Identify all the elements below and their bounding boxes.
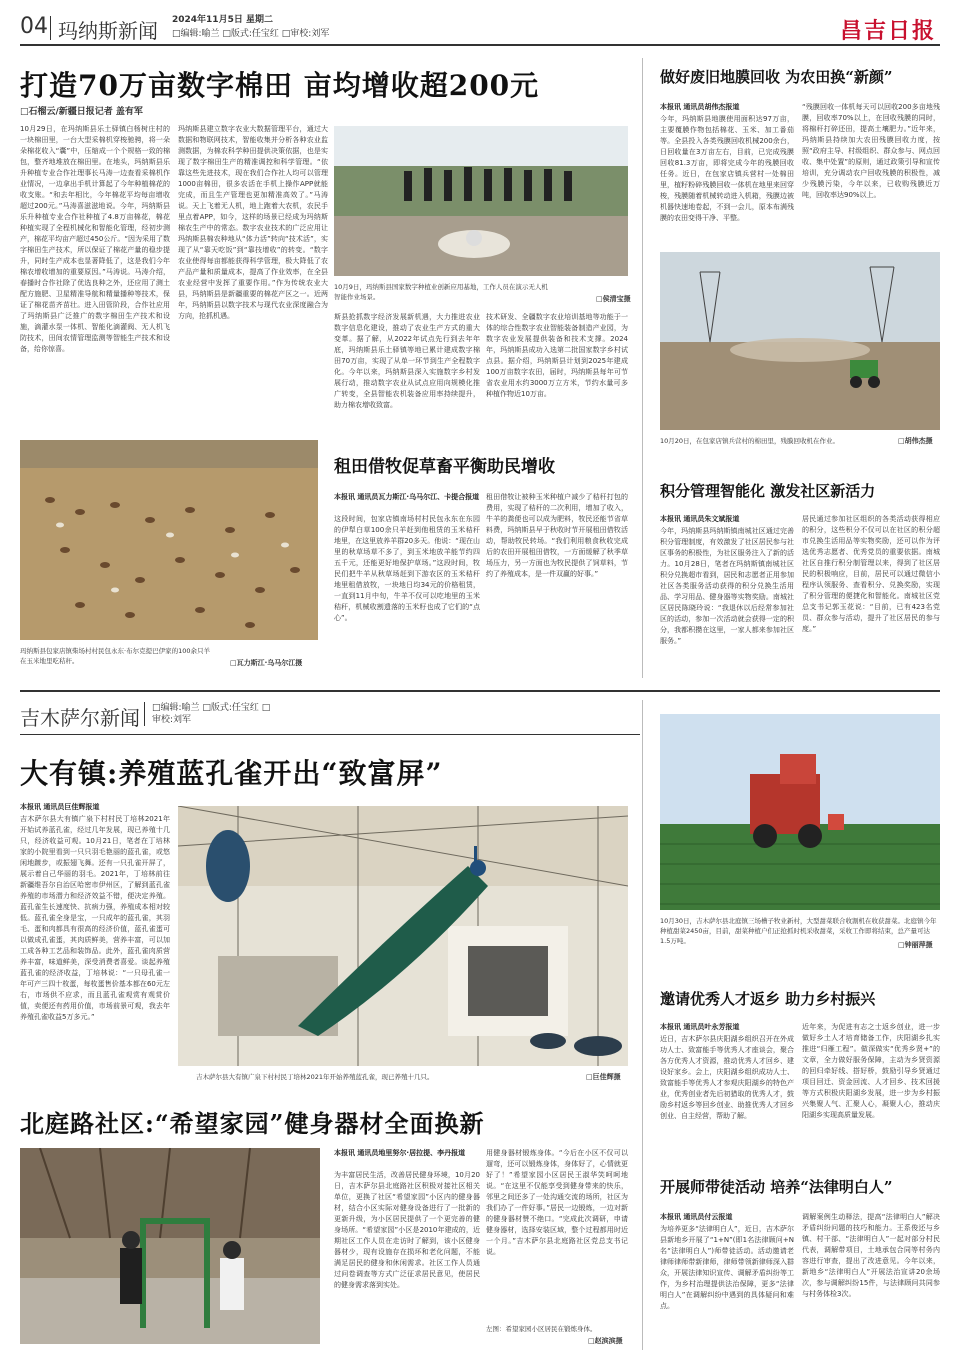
recycling-col-1: 今年，玛纳斯县地膜使用面积达97万亩，主要覆膜作物包括棉花、玉米、加工番茄等。全县投入各类残膜回收机械200余台，日回收量在3万亩左右，目前，已完成残膜回收81.3万亩，即将完成今年的残膜回收任务。近日，在包家店镇兵营村一处棉田里，植籽粉碎残膜回收一体机在地里来回穿梭，残膜随着机械转动进入机箱，残膜边被机器快速地卷起，不到一会儿，原本布满残膜的农田变得干净、平整。 [660, 115, 794, 222]
lower-column-divider [642, 700, 643, 1350]
grazing-photo [20, 440, 318, 640]
column-divider [642, 58, 643, 678]
editor-credits: □编辑:喻兰 □版式:任宝红 □审校:刘军 [172, 29, 330, 39]
community-col-1: 为丰富居民生活，改善居民健身环境，10月20日，吉木萨尔县北庭路社区积极对接社区相关单位，更换了社区“希望家园”小区内的健身器材，结合小区实际对健身设备进行了一批新的更新升级，为小区居民提供了一个更完善的健身场所。“希望家园”小区是2010年建成的，近期社区工作人员在走访时了解到，该小区健身器材少，现有设施存在损坏和老化问题，不能满足居民的健身和休闲需求。社区工作人员通过问卷调查等方式广泛征求居民意见，使居民的健身需求落到实处。 [334, 1171, 480, 1289]
community-headline: 北庭路社区:“希望家园”健身器材全面换新 [20, 1109, 485, 1138]
talent-col-1: 近日，吉木萨尔县庆阳湖乡组织召开在外成功人士、致富能手等优秀人才座谈会，聚合各方优秀人才资源，推动优秀人才回乡、建设好家乡。会上，庆阳湖乡组织成功人士、致富能手等优秀人才参观庆阳湖乡的特色产业，优秀创业者先后初猎取的优秀人才，鼓励乡村返乡等回乡创业、助推优秀人才回乡创业、自主经营，帮助了解。 [660, 1035, 794, 1120]
recycling-photo-caption: 10月20日，在包家店镇兵营村的棉田里，残膜回收机在作业。 [660, 437, 840, 445]
lower-section-divider [144, 702, 145, 726]
points-headline: 积分管理智能化 激发社区新活力 [660, 482, 876, 500]
community-photo-caption: 左图：希望家园小区居民在锻炼身体。 [486, 1325, 597, 1333]
peacock-headline: 大有镇:养殖蓝孔雀开出“致富屏” [20, 757, 443, 790]
lead-col-2: 玛纳斯县建立数字农业大数据管理平台，通过大数据和物联网技术，智能收集并分析各种农业监测数据，为棉农科学种田提供决策依据，也是实现了数字棉田生产的精准调控和科学管理。“依靠这些先进技术，现在我们合作社人均可以管理1000亩棉田，很多农活在手机上操作APP就能完成，而且生产管理也更加精准高效了。”马涛说。天上飞着无人机，地上跑着大农机，农民手里点着APP，如今，这样的场景已经成为玛纳斯棉农生产中的常态。数字农业技术的广泛应用让玛纳斯县棉农种地从“体力活”转向“技术活”，实现了从“靠天吃饭”到“靠技增收”的转变。“数字农业使得每亩都能获得科学管理，极大降低了农产品产量和质量成本，提高了作业效率，在全县农业经营中发挥了重要作用。”作为传统农业大县，玛纳斯县是新疆重要的棉花产区之一。近两年，玛纳斯县以数字技术与现代农业深度融合为方向，抢抓机遇。 [178, 125, 328, 320]
points-byline: 本报讯 通讯员朱文斌报道 [660, 515, 740, 523]
harvester-photo [660, 714, 940, 910]
recycling-byline: 本报讯 通讯员胡伟杰报道 [660, 103, 740, 111]
lead-headline: 打造70万亩数字棉田 亩均增收超200元 [20, 69, 540, 102]
community-byline: 本报讯 通讯员地里努尔·居拉提、李丹报道 [334, 1149, 466, 1157]
lead-photo-credit: □侯清宝摄 [596, 295, 631, 303]
grassland-byline: 本报讯 通讯员瓦力斯江·乌马尔江、卡提合报道 [334, 493, 480, 501]
talent-col-2: 近年来，为促进有志之士返乡创业，进一步做好乡土人才培育储备工作，庆阳湖乡扎实推进“归雁工程”。做深做实“优秀乡贤+”的文章，全力做好服务保障，主动为乡贤资源的回归牵好线、搭好桥，鼓励引导乡贤通过项目回迁、资金回流、人才回乡、技术回援等方式积极庆阳湖乡发展，进一步为乡村振兴集聚人气、汇聚人心，凝聚人心，推动庆阳湖乡实现高质量发展。 [802, 1023, 940, 1119]
recycling-photo-credit: □胡伟杰摄 [898, 437, 933, 445]
lower-section-rule [20, 690, 940, 692]
lead-photo-caption: 10月9日，玛纳斯县国家数字种植业创新应用基地，工作人员在演示无人机智能作业场景。 [334, 283, 548, 301]
talent-byline: 本报讯 通讯员叶永芳报道 [660, 1023, 740, 1031]
lead-photo-drone-demo [334, 126, 628, 276]
grassland-headline: 租田借牧促草畜平衡助民增收 [334, 457, 555, 477]
peacock-photo-credit: □巨佳辉摄 [586, 1073, 621, 1081]
lawyer-col-1: 为培养更多“法律明白人”，近日，吉木萨尔县新地乡开展了“1+N”(即1名法律顾问+N名“法律明白人”)师带徒活动。活动邀请老律师律师带新律师，律师带领新律师深入群众，开展法律知识宣传、调解矛盾纠纷等工作，为乡村治理提供法治保障，更多“法律明白人”在调解纠纷中遇到的具体疑问和难点。 [660, 1225, 794, 1310]
peacock-photo [178, 806, 628, 1066]
community-photo-credit: □赵滨滨摄 [588, 1337, 623, 1345]
points-col-1: 今年，玛纳斯县玛纳斯镇南城社区通过完善积分管理制度，有效激发了社区居民参与社区事务的积极性，为社区服务注入了新的活力。10月28日，笔者在玛纳斯镇南城社区积分兑换超市看到，居民和志愿者正用参加社区各类服务活动获得的积分兑换生活用品、学习用品、健身器等实物奖励。南城社区居民陈晓玲说：“我退休以后经常参加社区的活动，参加一次活动就会获得一定的积分，我都积攒在这里，一家人都来参加社区服务。” [660, 527, 794, 645]
lead-col-4: 技术研发、全疆数字农业培训基地等功能于一体的综合性数字农业智能装备制造产业园，为数字农业发展提供装备和技术支撑。2024年，玛纳斯县成功入选第二批国家数字乡村试点县。据介绍，玛纳斯县计划到2025年建成100万亩数字农田，届时，玛纳斯县每年可节省农业用水约3000万立方米，节约水量可多种植作物近10万亩。 [486, 313, 628, 398]
community-col-2: 用健身器材锻炼身体。“今后在小区不仅可以遛弯，还可以锻炼身体，身体好了，心情就更好了！”希望家园小区居民王淑华笑呵呵地说。“在这里不仅能享受到健身带来的快乐，邻里之间还多了一处沟通交流的场所，社区为我们办了一件好事。”居民一边锻炼，一边对新的健身器材赞不绝口。“完成此次调研，申请健身器材，选择安装区域，整个过程都用时近一个月。”吉木萨尔县北庭路社区党总支书记说。 [486, 1149, 628, 1256]
peacock-body: 吉木萨尔县大有镇广泉下村村民丁培林2021年开始试养蓝孔雀，经过几年发展，现已养殖十几只，经济收益可观。10月21日，笔者在丁培林家的小院里看到一只只羽毛艳丽的蓝孔雀，或悠闲地踱步，或振翅飞舞。还有一只孔雀开屏了，展示着自己华丽的羽毛。2021年，丁培林前往新疆维吾尔自治区哈密市伊州区，了解到蓝孔雀养殖的市场潜力和经济效益不错，便决定养殖。蓝孔雀生长速度快、抗病力强，养殖成本相对较低。蓝孔雀全身是宝，一只成年的蓝孔雀，其羽毛、蛋和肉都具有很高的经济价值，蓝孔雀蛋可以做成孔雀蛋，其肉质鲜美，营养丰富，可以加工成各种工艺品和装饰品。此外，蓝孔雀肉质营养丰富，味道鲜美，深受消费者喜爱。谈起养殖蓝孔雀的经济收益，丁培林说：“一只母孔雀一年可产三四十枚蛋，每枚蛋售价基本都在60元左右，市场供不应求，而且蓝孔雀观赏有观赏价值，卖便还有药用价值，市场前景可观，我去年养殖孔雀收益5万多元。” [20, 815, 170, 1021]
recycling-headline: 做好废旧地膜回收 为农田换“新颜” [660, 68, 893, 86]
peacock-byline: 本报讯 通讯员巨佳辉报道 [20, 803, 100, 811]
newspaper-logo: 昌吉日报 [840, 18, 937, 44]
lower-section-underline [20, 734, 640, 735]
masthead-divider [50, 16, 51, 40]
talent-headline: 邀请优秀人才返乡 助力乡村振兴 [660, 990, 876, 1008]
lead-col-1: 10月29日，在玛纳斯县乐土驿镇白杨树庄村的一块棉田里，一台大型采棉机穿梭驰骋，将一朵朵棉花收入“囊”中，压缩成一个个规格一致的棉包，整齐地堆放在棉田里。在地头，玛纳斯县乐升种植专业合作社理事长马涛一边查看采棉机作业情况，一边拿出手机计算起了今年种植棉花的收支账。“和去年相比，今年棉花平均每亩增收超过200元。”马涛喜滋滋地说。今年，玛纳斯县乐升种植专业合作社种植了4.8万亩棉花，棉花种植实现了全程机械化和智能化管理，经初步测产，棉花平均亩产超过450公斤。“因为采用了数字棉田生产技术，所以保证了棉花产量的稳步提升，同时生产成本也显著降低了，这是我们今年棉农增收增加的重要原因。”马涛说。马涛介绍，春播时合作社除了优选良种之外，还应用了测土配方施肥、卫星精准导航和精量播种等技术，保证了棉花苗齐苗壮。进入田管阶段，合作社应用了玛纳斯县广泛推广的数字棉田生产技术和设施，滴灌水泵一体机、智能化滴灌阀、无人机飞防技术，田间农情管理监测等智能生产技术和设备，给你惊喜。 [20, 125, 170, 353]
grassland-col-1: 这段时间，包家店镇南场村村民包永东在东园的伊犁白草100余只羊赶到他租赁的玉米秸秆地里，在这里放养羊群20多天。他说：“现在山里的秋草场草不多了，到玉米地放羊能节约四五千元，还能更好地保护草场。”这段时间，牧民们把牛羊从秋草场赶到下游农区的玉米秸秆地里租借放牧，一块地日均34元的价格租赁，一直到11月中旬，牛羊不仅可以吃地里的玉米秸秆，机械收割遗落的玉米籽也成了它们的“点心”。 [334, 515, 480, 622]
lead-col-3: 斯县抢抓数字经济发展新机遇，大力推进农业数字信息化建设，推动了农业生产方式的重大变革。据了解，从2022年试点先行到去年年底，玛纳斯县乐土驿镇等地已累计建成数字棉田70万亩，实现了从单一环节到生产全程数字化。今年以来，玛纳斯县深入实施数字乡村发展行动，推动数字农业从试点应用向规模化推广转变，全县智能农机装备应用率持续提升，助力棉农增收致富。 [334, 313, 480, 409]
lawyer-headline: 开展师带徒活动 培养“法律明白人” [660, 1178, 893, 1196]
harvester-photo-caption: 10月30日，吉木萨尔县北庭镇三场槽子牧业新村，大型甜菜联合收割机在收获甜菜。北庭镇今年种植甜菜2450亩，目前，甜菜种植户们正抢抓时机采收甜菜，采收工作即将结束，总产量可达1.5万吨。 [660, 917, 937, 945]
lead-byline: □石榴云/新疆日报记者 盖有军 [20, 107, 143, 117]
lower-editor-credits: □编辑:喻兰 □版式:任宝红 □审校:刘军 [152, 703, 271, 725]
page-number: 04 [20, 14, 48, 39]
grassland-col-2: 租田借牧让被种玉米种植户减少了秸秆打包的费用，实现了秸秆的二次利用，增加了收入，牛羊的粪便也可以成为肥料，牧民还能节省草料费，玛纳斯县早于秋收时节开展租田借牧活动，帮助牧民转场。“我们利用粮食秋收完成后的农田开展租田借牧，一方面缓解了秋季草场压力，另一方面也为牧民提供了饲草料，节约了养殖成本，是一件双赢的好事。” [486, 493, 628, 578]
lower-section-title: 吉木萨尔新闻 [20, 706, 140, 730]
harvester-photo-credit: □钟丽萍摄 [898, 941, 933, 949]
grazing-photo-credit: □瓦力斯江·乌马尔江摄 [230, 659, 303, 667]
recycling-photo-tractor [660, 252, 940, 430]
lawyer-col-2: 调解案例生动释法，提高“法律明白人”解决矛盾纠纷问题的技巧和能力。王系俊还与乡镇、村干部、“法律明白人”一起对部分村民代表，调解带项目，土地承包合同等村务内容进行审查，提出了改进意见。今年以来，新地乡“法律明白人”开展法治宣讲20余场次，参与调解纠纷15件，与法律顾问共同参与村务体检3次。 [802, 1213, 940, 1298]
issue-date: 2024年11月5日 星期二 [172, 15, 273, 25]
grazing-photo-caption: 玛纳斯县包家店镇柴场村村民包永东·布尔克提巴伊家的100余只羊在玉米地里吃秸秆。 [20, 647, 210, 665]
masthead-rule [20, 44, 940, 46]
recycling-col-2: “残膜回收一体机每天可以回收200多亩地残膜，回收率70%以上，在回收残膜的同时，将棉秆打碎还田，提高土壤肥力。”近年来，玛纳斯县持续加大农田残膜回收力度，按照“政府主导、村级组织、群众参与、网点回收、集中处置”的原则，通过政策引导和宣传培训，充分调动农户回收残膜的积极性，减少残膜污染，今年以来，已收购残膜近万吨，回收率达90%以上。 [802, 103, 940, 199]
section-title: 玛纳斯新闻 [58, 19, 158, 43]
points-col-2: 居民通过参加社区组织的各类活动获得相应的积分，这些积分不仅可以在社区的积分超市兑换生活用品等实物奖励，还可以作为评选优秀志愿者、优秀党员的重要依据。南城社区自推行积分制管理以来，得到了社区居民的积极响应，目前，居民可以通过微信小程序认领服务、查看积分、兑换奖励，实现了积分管理的便捷化和智能化。南城社区党总支书记郭玉花说：“目前，已有423名党员、群众参与活动，提升了社区居民的参与度。” [802, 515, 940, 633]
community-fitness-photo [20, 1148, 320, 1344]
peacock-photo-caption: 吉木萨尔县大有镇广泉下村村民丁培林2021年开始养殖蓝孔雀，现已养殖十几只。 [196, 1073, 434, 1081]
lawyer-byline: 本报讯 通讯员付云报道 [660, 1213, 733, 1221]
